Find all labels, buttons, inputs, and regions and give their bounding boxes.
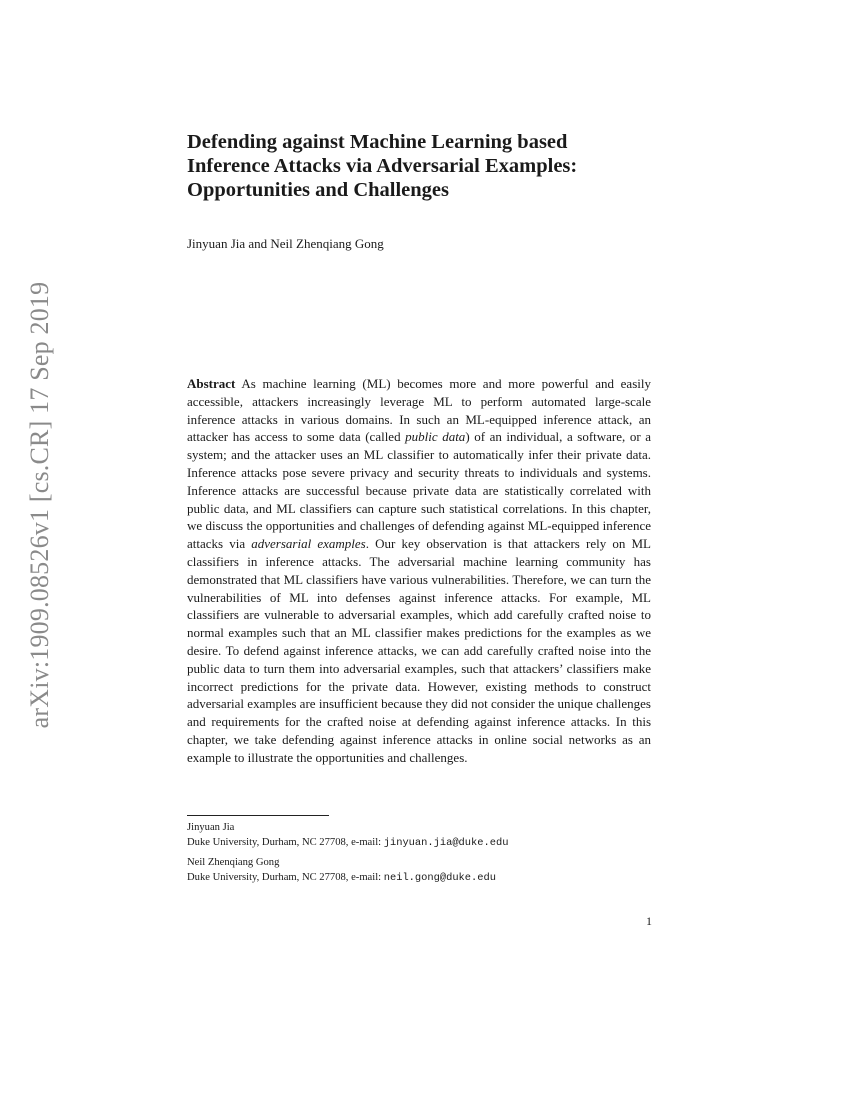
affiliation-email: neil.gong@duke.edu	[383, 872, 496, 884]
affiliation-address: Duke University, Durham, NC 27708, e-mail:	[187, 837, 384, 848]
footnote-rule	[187, 815, 329, 816]
affiliation-name: Jinyuan Jia	[187, 822, 235, 833]
affiliation-address-line	[187, 835, 607, 851]
page-number: 1	[646, 914, 652, 928]
arxiv-identifier-stamp: arXiv:1909.08526v1 [cs.CR] 17 Sep 2019	[25, 281, 54, 729]
title-line-1: Defending against Machine Learning based	[187, 131, 568, 153]
paper-title	[187, 130, 657, 202]
abstract-term-public-data: public data	[405, 429, 466, 445]
affiliation-email: jinyuan.jia@duke.edu	[383, 837, 509, 849]
affiliation-address-line	[187, 870, 607, 886]
title-line-3: Opportunities and Challenges	[187, 179, 449, 201]
affiliation-2	[187, 855, 607, 886]
abstract-term-adversarial-examples: adversarial examples	[251, 536, 366, 552]
abstract-text-3: . Our key observation is that attackers rely on ML classifiers in inference attacks. The adversarial machine learning community has demonstrated that ML classifiers have various vulnerabilities. Therefore, we can turn the vulnerabilities of ML into defenses against inference attacks. For example, ML classifiers are vulnerable to adversarial examples, which add carefully crafted noise to normal examples such that an ML classifier makes predictions for the examples as we desire. To defend against inference attacks, we can add carefully crafted noise into the public data to turn them into adversarial examples, such that attackers’ classifiers make incorrect predictions for the private data. However, existing methods to construct adversarial examples are insufficient because they did not consider the unique challenges and requirements for the crafted noise at defending against inference attacks. In this chapter, we take defending against inference attacks in online social networks as an example to illustrate the opportunities and challenges.	[187, 536, 651, 765]
affiliation-name: Neil Zhenqiang Gong	[187, 857, 280, 868]
abstract-label: Abstract	[187, 376, 236, 391]
title-line-2: Inference Attacks via Adversarial Examples:	[187, 155, 578, 177]
abstract	[187, 375, 651, 767]
affiliation-address: Duke University, Durham, NC 27708, e-mail:	[187, 872, 384, 883]
affiliation-1	[187, 820, 607, 851]
abstract-text-1: As machine learning (ML) becomes more and more powerful and easily accessible, attackers increasingly leverage ML to perform automated large-scale inference attacks in various domains. In such an ML-equipped inference attack, an attacker has access to some data (called	[187, 376, 651, 445]
abstract-text-2: ) of an individual, a software, or a system; and the attacker uses an ML classifier to automatically infer their private data. Inference attacks pose severe privacy and security threats to individuals and systems. Inference attacks are successful because private data are statistically correlated with public data, and ML classifiers can capture such statistical correlations. In this chapter, we discuss the opportunities and challenges of defending against ML-equipped inference attacks via	[187, 429, 651, 552]
author-list: Jinyuan Jia and Neil Zhenqiang Gong	[187, 236, 384, 251]
